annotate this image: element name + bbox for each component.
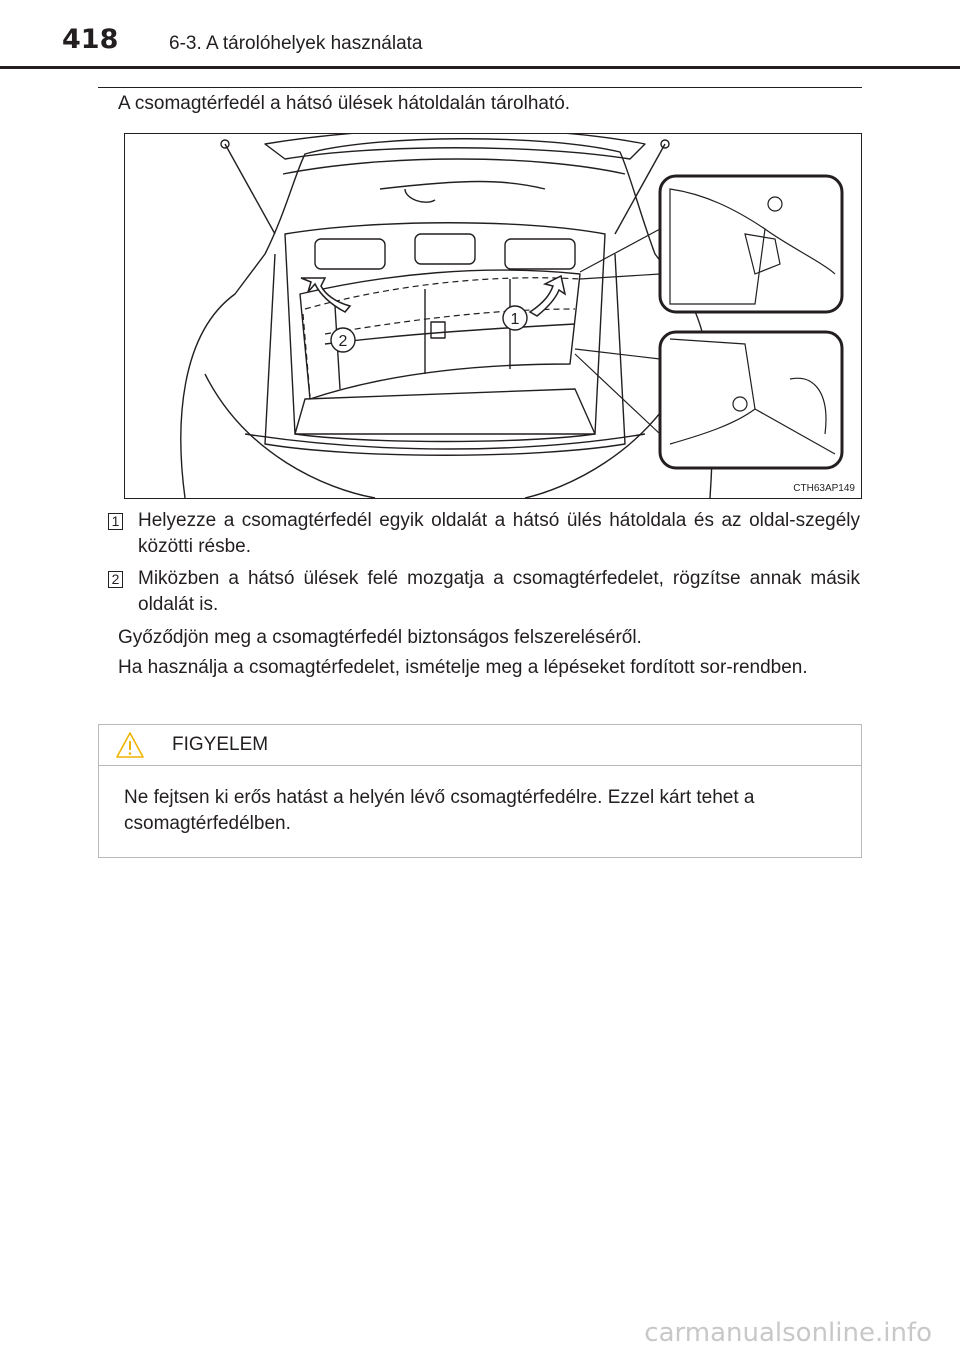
step-number-badge: 1 [108, 513, 123, 530]
step-number-badge: 2 [108, 571, 123, 588]
content-rule [98, 87, 862, 88]
figure-code: CTH63AP149 [793, 483, 855, 494]
section-title: 6-3. A tárolóhelyek használata [169, 33, 423, 54]
paragraph-reverse-steps: Ha használja a csomagtérfedelet, ismételje meg a lépéseket fordított sor-rendben. [118, 657, 808, 678]
watermark: carmanualsonline.info [644, 1318, 932, 1348]
svg-text:1: 1 [510, 311, 520, 328]
warning-triangle-icon [115, 731, 145, 759]
step-text: Miközben a hátsó ülések felé mozgatja a csomagtérfedelet, rögzítse annak másik oldalát is. [138, 568, 860, 615]
warning-box [98, 724, 862, 858]
warning-text: Ne fejtsen ki erős hatást a helyén lévő csomagtérfedélre. Ezzel kárt tehet a csomagtérfedélben. [124, 787, 755, 834]
callout-2 [331, 328, 355, 352]
trunk-illustration [124, 133, 862, 499]
header-rule [0, 66, 960, 69]
warning-title: FIGYELEM [172, 734, 269, 755]
intro-text: A csomagtérfedél a hátsó ülések hátoldalán tárolható. [118, 93, 571, 114]
step-2 [108, 566, 860, 618]
trunk-drawing [125, 134, 861, 498]
step-1 [108, 508, 860, 560]
detail-inset-top [660, 176, 842, 312]
page-number: 418 [62, 24, 119, 55]
step-text: Helyezze a csomagtérfedél egyik oldalát a hátsó ülés hátoldala és az oldal-szegély közötti résbe. [138, 510, 860, 557]
svg-text:2: 2 [338, 333, 348, 350]
callout-1 [503, 306, 527, 330]
paragraph-secure: Győződjön meg a csomagtérfedél biztonságos felszereléséről. [118, 627, 642, 648]
detail-inset-bottom [660, 332, 842, 468]
warning-divider [99, 765, 861, 766]
